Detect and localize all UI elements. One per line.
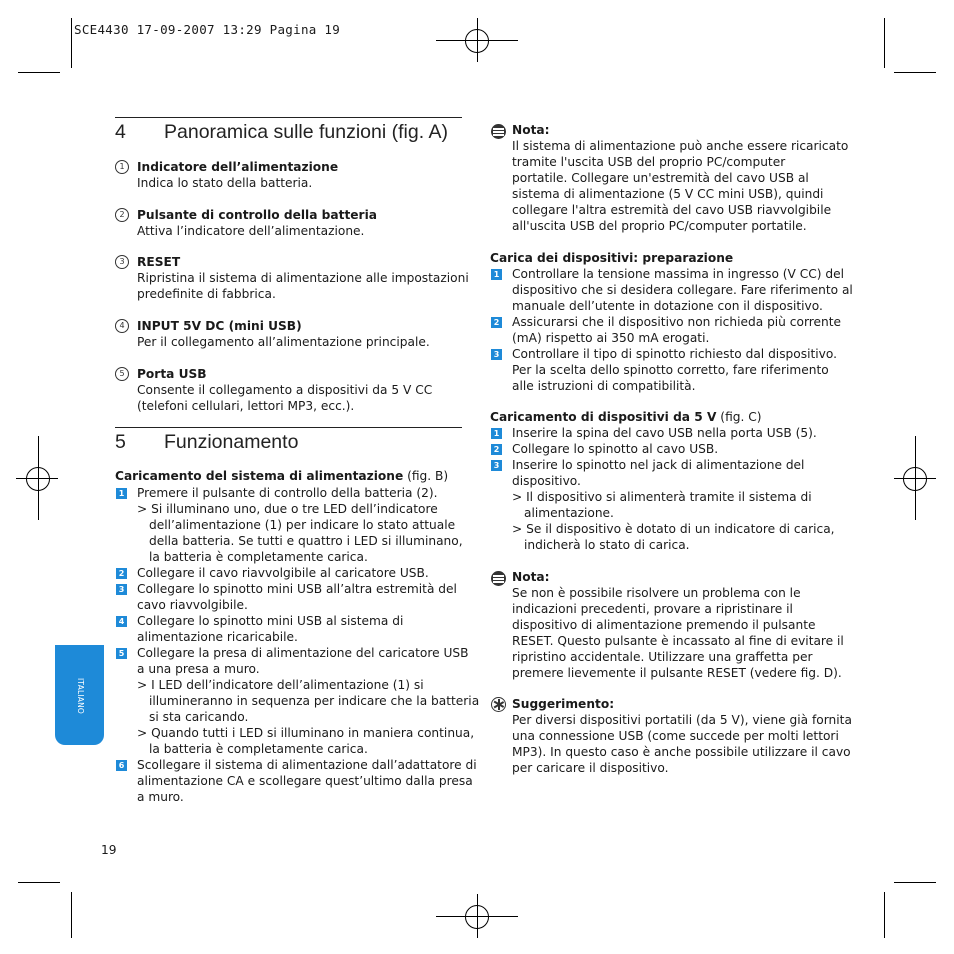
- step-result: alimentazione.: [524, 506, 614, 520]
- note-text: premere lievemente il pulsante RESET (vedere fig. D).: [512, 666, 842, 680]
- section-4-title: [115, 121, 448, 144]
- step-number-box: 2: [491, 317, 502, 328]
- step-text: Controllare il tipo di spinotto richiesto dal dispositivo.: [512, 347, 837, 361]
- step-text: dispositivo che si desidera collegare. Fare riferimento al: [512, 283, 853, 297]
- step-text: Assicurarsi che il dispositivo non richieda più corrente: [512, 315, 841, 329]
- step-text: dispositivo.: [512, 474, 581, 488]
- step-text: Collegare il cavo riavvolgibile al caricatore USB.: [137, 566, 429, 580]
- note-text: ripristino accidentale. Utilizzare una graffetta per: [512, 650, 813, 664]
- step-result: illumineranno in sequenza per indicare che la batteria: [149, 694, 480, 708]
- step-number-box: 3: [491, 460, 502, 471]
- section-5-rule: [115, 427, 462, 428]
- note-text: collegare l'altra estremità del cavo USB riavvolgibile: [512, 203, 832, 217]
- language-tab-label: ITALIANO: [76, 678, 85, 714]
- subheading-bold: Caricamento del sistema di alimentazione: [115, 469, 404, 483]
- item-number-circle: 1: [115, 160, 129, 174]
- note-text: RESET. Questo pulsante è incassato al fine di evitare il: [512, 634, 844, 648]
- section-4-rule: [115, 117, 462, 118]
- step-result: > Quando tutti i LED si illuminano in maniera continua,: [137, 726, 475, 740]
- step-text: cavo riavvolgibile.: [137, 598, 248, 612]
- step-text: alle istruzioni di compatibilità.: [512, 379, 696, 393]
- step-result: > Il dispositivo si alimenterà tramite il sistema di: [512, 490, 812, 504]
- step-number-box: 4: [116, 616, 127, 627]
- tip-text: Per diversi dispositivi portatili (da 5 V), viene già fornita: [512, 713, 852, 727]
- step-text: a muro.: [137, 790, 184, 804]
- note-2-label: Nota:: [512, 570, 550, 584]
- note-icon: [491, 124, 506, 139]
- section-4-number: 4: [115, 121, 126, 143]
- note-text: tramite l'uscita USB del proprio PC/computer: [512, 155, 786, 169]
- tip-text: per caricare il dispositivo.: [512, 761, 669, 775]
- step-number-box: 1: [491, 428, 502, 439]
- charge-title-bold: Caricamento di dispositivi da 5 V: [490, 410, 717, 424]
- section-5-title: [115, 431, 298, 454]
- step-result: > Se il dispositivo è dotato di un indicatore di carica,: [512, 522, 835, 536]
- section-5-title-text: Funzionamento: [164, 431, 299, 453]
- step-text: a una presa a muro.: [137, 662, 260, 676]
- step-text: alimentazione CA e scollegare quest’ultimo dalla presa: [137, 774, 473, 788]
- step-text: alimentazione ricaricabile.: [137, 630, 298, 644]
- charge-title-normal: (fig. C): [716, 410, 762, 424]
- item-description: predefinite di fabbrica.: [137, 287, 276, 301]
- note-text: indicazioni precedenti, provare a ripristinare il: [512, 602, 793, 616]
- step-result: si sta caricando.: [149, 710, 249, 724]
- item-description: Per il collegamento all’alimentazione principale.: [137, 335, 430, 349]
- step-text: Scollegare il sistema di alimentazione dall’adattatore di: [137, 758, 477, 772]
- step-result: dell’alimentazione (1) per indicare lo stato attuale: [149, 518, 456, 532]
- step-text: (mA) rispetto ai 350 mA erogati.: [512, 331, 710, 345]
- step-number-box: 2: [491, 444, 502, 455]
- item-title: Indicatore dell’alimentazione: [137, 160, 339, 174]
- step-result: della batteria. Se tutti e quattro i LED si illuminano,: [149, 534, 463, 548]
- tip-icon: [491, 697, 506, 712]
- step-text: Collegare lo spinotto mini USB all’altra estremità del: [137, 582, 457, 596]
- step-result: > Si illuminano uno, due o tre LED dell’indicatore: [137, 502, 438, 516]
- section-5-subheading: [115, 468, 448, 484]
- step-text: Premere il pulsante di controllo della batteria (2).: [137, 486, 438, 500]
- note-text: sistema di alimentazione (5 V CC mini USB), quindi: [512, 187, 824, 201]
- item-number-circle: 2: [115, 208, 129, 222]
- step-result: la batteria è completamente carica.: [149, 550, 368, 564]
- prep-title: Carica dei dispositivi: preparazione: [490, 251, 734, 265]
- item-description: Consente il collegamento a dispositivi da 5 V CC: [137, 383, 433, 397]
- step-number-box: 3: [491, 349, 502, 360]
- print-header: SCE4430 17-09-2007 13:29 Pagina 19: [74, 22, 341, 37]
- note-1-label: Nota:: [512, 123, 550, 137]
- note-icon: [491, 571, 506, 586]
- step-result: la batteria è completamente carica.: [149, 742, 368, 756]
- step-result: indicherà lo stato di carica.: [524, 538, 690, 552]
- step-result: > I LED dell’indicatore dell’alimentazione (1) si: [137, 678, 424, 692]
- step-number-box: 3: [116, 584, 127, 595]
- note-text: Se non è possibile risolvere un problema con le: [512, 586, 801, 600]
- subheading-normal: (fig. B): [403, 469, 449, 483]
- step-text: Inserire lo spinotto nel jack di alimentazione del: [512, 458, 805, 472]
- step-number-box: 1: [491, 269, 502, 280]
- step-text: Per la scelta dello spinotto corretto, fare riferimento: [512, 363, 829, 377]
- page-number: 19: [101, 843, 117, 857]
- step-text: Collegare lo spinotto mini USB al sistema di: [137, 614, 404, 628]
- step-number-box: 1: [116, 488, 127, 499]
- note-text: Il sistema di alimentazione può anche essere ricaricato: [512, 139, 849, 153]
- section-5-number: 5: [115, 431, 126, 453]
- note-text: portatile. Collegare un'estremità del cavo USB al: [512, 171, 809, 185]
- step-text: Collegare lo spinotto al cavo USB.: [512, 442, 719, 456]
- step-text: Controllare la tensione massima in ingresso (V CC) del: [512, 267, 845, 281]
- step-number-box: 2: [116, 568, 127, 579]
- item-number-circle: 4: [115, 319, 129, 333]
- tip-label: Suggerimento:: [512, 697, 615, 711]
- tip-text: MP3). In questo caso è anche possibile utilizzare il cavo: [512, 745, 851, 759]
- step-number-box: 5: [116, 648, 127, 659]
- step-text: manuale dell’utente in dotazione con il dispositivo.: [512, 299, 823, 313]
- step-number-box: 6: [116, 760, 127, 771]
- step-text: Collegare la presa di alimentazione del caricatore USB: [137, 646, 469, 660]
- item-number-circle: 5: [115, 367, 129, 381]
- charge-title: [490, 409, 762, 425]
- item-description: Indica lo stato della batteria.: [137, 176, 313, 190]
- item-title: INPUT 5V DC (mini USB): [137, 319, 302, 333]
- step-text: Inserire la spina del cavo USB nella porta USB (5).: [512, 426, 817, 440]
- tip-text: una connessione USB (come succede per molti lettori: [512, 729, 839, 743]
- item-title: RESET: [137, 255, 181, 269]
- item-title: Porta USB: [137, 367, 207, 381]
- item-description: (telefoni cellulari, lettori MP3, ecc.).: [137, 399, 355, 413]
- item-title: Pulsante di controllo della batteria: [137, 208, 377, 222]
- item-description: Ripristina il sistema di alimentazione alle impostazioni: [137, 271, 469, 285]
- item-description: Attiva l’indicatore dell’alimentazione.: [137, 224, 365, 238]
- section-4-title-text: Panoramica sulle funzioni (fig. A): [164, 121, 448, 143]
- note-text: all'uscita USB del proprio PC/computer portatile.: [512, 219, 807, 233]
- note-text: dispositivo di alimentazione premendo il pulsante: [512, 618, 816, 632]
- item-number-circle: 3: [115, 255, 129, 269]
